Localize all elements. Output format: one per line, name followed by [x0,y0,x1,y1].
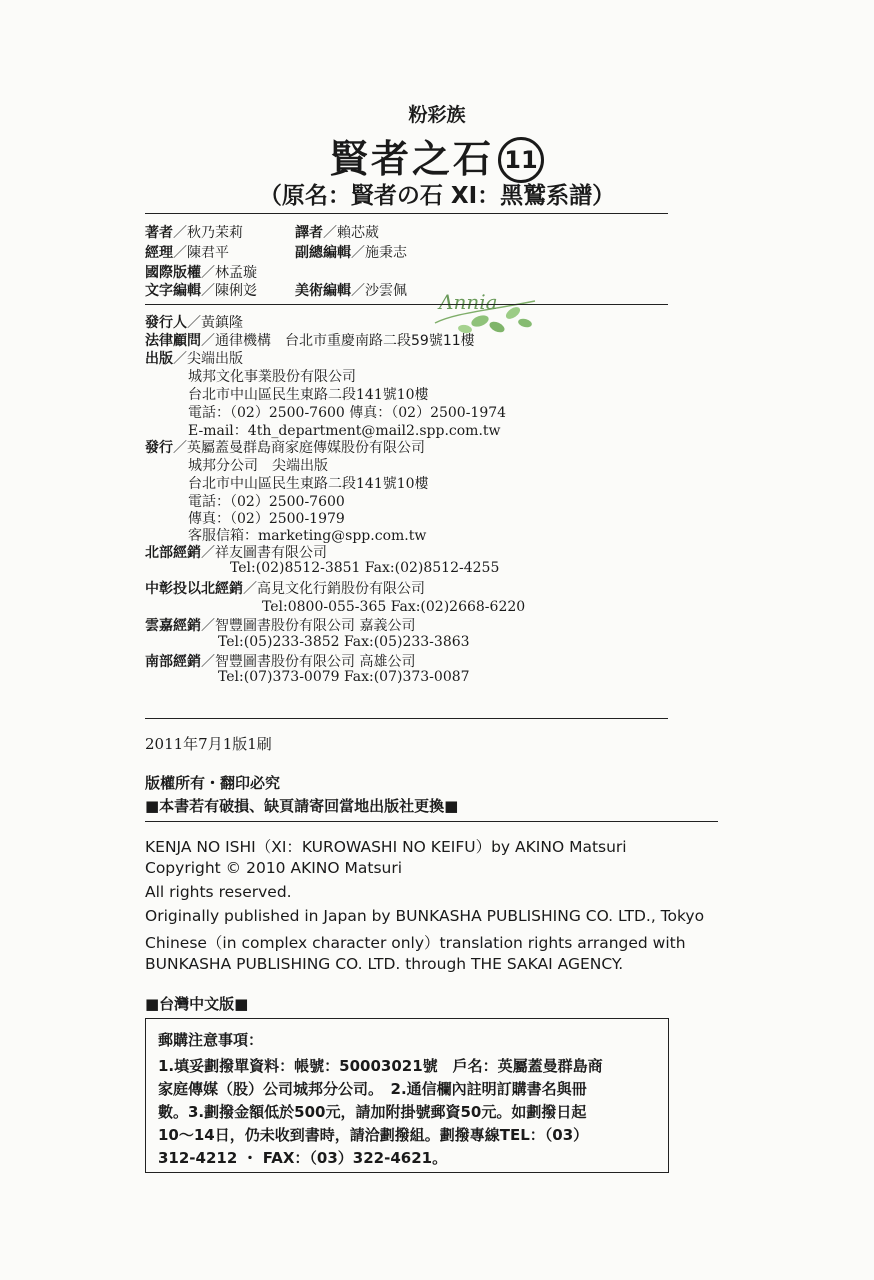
south-distributor: 南部經銷／智豐圖書股份有限公司 高雄公司 [145,654,416,670]
yunjia-distributor: 雲嘉經銷／智豐圖書股份有限公司 嘉義公司 [145,618,416,634]
taiwan-edition-label: ■台灣中文版■ [145,995,249,1013]
credit-manager: 經理／陳君平 [145,245,229,261]
divider-top [145,213,668,214]
publisher-address: 台北市中山區民生東路二段141號10樓 [188,387,429,403]
central-distributor: 中彰投以北經銷／高見文化行銷股份有限公司 [145,581,425,597]
english-copyright: Copyright © 2010 AKINO Matsuri [145,859,403,877]
legal-advisor: 法律顧問／通律機構 台北市重慶南路二段59號11樓 [145,333,475,349]
mail-order-line: 312-4212 ・ FAX：（03）322-4621。 [158,1149,448,1167]
distributor: 發行／英屬蓋曼群島商家庭傳媒股份有限公司 [145,440,425,456]
publisher: 出版／尖端出版 [145,351,243,367]
north-distributor: 北部經銷／祥友圖書有限公司 [145,545,327,561]
distributor-fax: 傳真：（02）2500-1979 [188,511,345,527]
mail-order-line: 1.填妥劃撥單資料：帳號：50003021號 戶名：英屬蓋曼群島商 [158,1057,603,1075]
book-title [0,128,874,183]
divider-credits [145,304,668,305]
english-title-line: KENJA NO ISHI（XI：KUROWASHI NO KEIFU）by AKINO Matsuri [145,838,627,856]
edition-date: 2011年7月1版1刷 [145,735,272,753]
publisher-phone: 電話：（02）2500-7600 傳真：（02）2500-1974 [188,405,507,421]
credit-text-editor: 文字編輯／陳俐彣 [145,283,257,299]
issuer: 發行人／黃鎮隆 [145,315,243,331]
yunjia-tel: Tel:(05)233-3852 Fax:(05)233-3863 [218,634,470,650]
rights-reserved: 版權所有・翻印必究 [145,774,281,792]
publisher-company: 城邦文化事業股份有限公司 [188,369,356,385]
distributor-phone: 電話：（02）2500-7600 [188,494,345,510]
credit-intl-rights: 國際版權／林孟璇 [145,265,257,281]
english-agency: BUNKASHA PUBLISHING CO. LTD. through THE SAKAI AGENCY. [145,955,624,973]
north-tel: Tel:(02)8512-3851 Fax:(02)8512-4255 [230,560,500,576]
mail-order-line: 10〜14日，仍未收到書時，請洽劃撥組。劃撥專線TEL：（03） [158,1126,589,1144]
title-text: 賢者之石 [329,137,494,181]
damage-notice: ■本書若有破損、缺頁請寄回當地出版社更換■ [145,797,459,815]
credit-deputy-editor: 副總編輯／施秉志 [295,245,407,261]
publisher-email: E-mail：4th_department@mail2.spp.com.tw [188,423,501,439]
english-origin: Originally published in Japan by BUNKASHA PUBLISHING CO. LTD., Tokyo [145,907,705,925]
credit-translator: 譯者／賴芯葳 [295,225,379,241]
distributor-address: 台北市中山區民生東路二段141號10樓 [188,476,429,492]
mail-order-line: 家庭傳媒（股）公司城邦分公司。 2.通信欄內註明訂購書名與冊 [158,1080,587,1098]
mail-order-box [145,1018,669,1173]
watermark-text: Annia [439,290,498,314]
distributor-service-email: 客服信箱：marketing@spp.com.tw [188,528,427,544]
volume-number: 11 [498,137,544,183]
series-name: 粉彩族 [408,104,466,126]
credit-author: 著者／秋乃茉莉 [145,225,243,241]
south-tel: Tel:(07)373-0079 Fax:(07)373-0087 [218,669,470,685]
english-rights: All rights reserved. [145,883,292,901]
divider-english [145,821,718,822]
english-translation: Chinese（in complex character only）translation rights arranged with [145,934,686,952]
credit-art-editor: 美術編輯／沙雲佩 [295,283,407,299]
mail-order-heading: 郵購注意事項： [158,1031,264,1049]
original-title: （原名：賢者の石 XI：黑鷲系譜） [258,183,616,209]
mail-order-line: 數。3.劃撥金額低於500元，請加附掛號郵資50元。如劃撥日起 [158,1103,587,1121]
central-tel: Tel:0800-055-365 Fax:(02)2668-6220 [262,599,526,615]
divider-edition [145,718,668,719]
distributor-branch: 城邦分公司 尖端出版 [188,458,328,474]
